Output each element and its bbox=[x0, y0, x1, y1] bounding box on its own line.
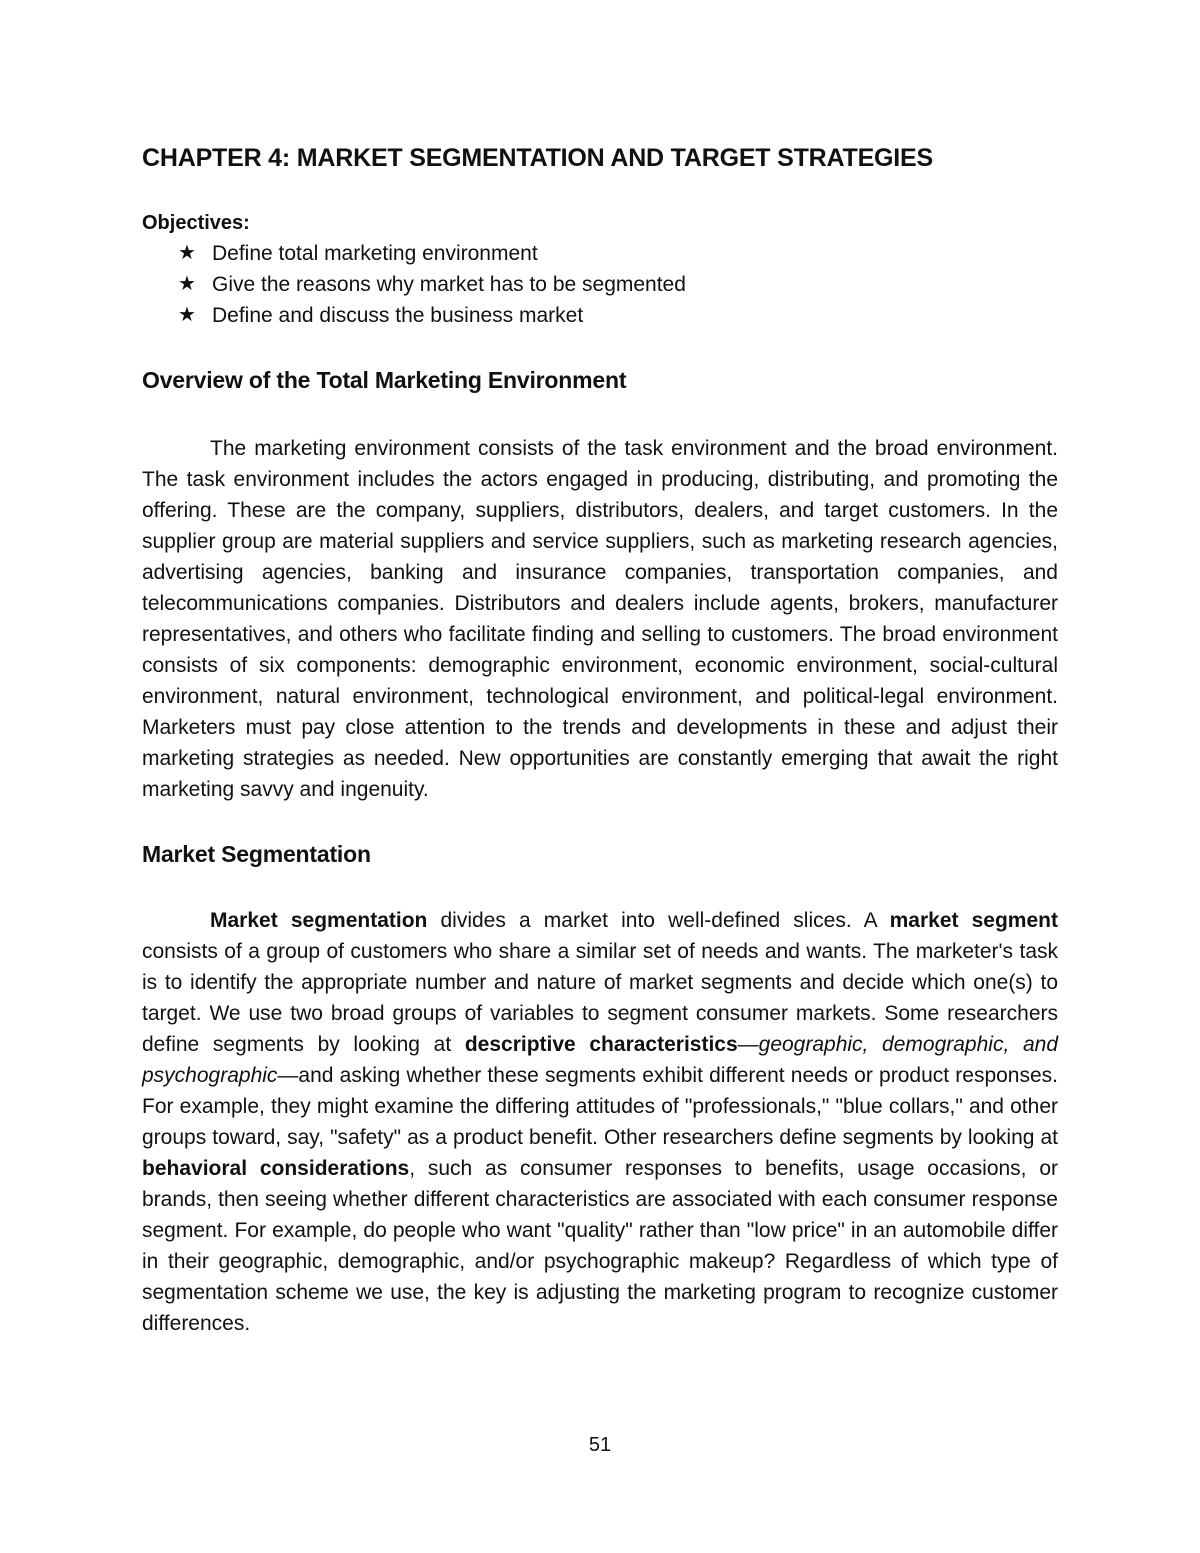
list-item bbox=[178, 300, 1058, 331]
document-page bbox=[142, 138, 1058, 1339]
star-icon: ★ bbox=[178, 304, 196, 326]
star-icon: ★ bbox=[178, 242, 196, 264]
overview-paragraph: The marketing environment consists of the task environment and the broad environment. The task environment includes the actors engaged in producing, distributing, and promoting the offering. These are the company, suppliers, distributors, dealers, and target customers. In the supplier group are material suppliers and service suppliers, such as marketing research agencies, advertising agencies, banking and insurance companies, transportation companies, and telecommunications companies. Distributors and dealers include agents, brokers, manufacturer representatives, and others who facilitate finding and selling to customers. The broad environment consists of six components: demographic environment, economic environment, social-cultural environment, natural environment, technological environment, and political-legal environment. Marketers must pay close attention to the trends and developments in these and adjust their marketing strategies as needed. New opportunities are constantly emerging that await the right marketing savvy and ingenuity. bbox=[142, 437, 1058, 801]
text-run: , such as consumer responses to benefits, usage occasions, or brands, then seeing whether different characteristics are associated with each consumer response segment. For example, do people who want "quality" rather than "low price" in an automobile differ in their geographic, demographic, and/or psychographic makeup? Regardless of which type of segmentation scheme we use, the key is adjusting the marketing program to recognize customer differences. bbox=[142, 1157, 1059, 1335]
bold-term: descriptive characteristics bbox=[464, 1033, 738, 1056]
objectives-list bbox=[142, 238, 1058, 331]
objective-text: Define and discuss the business market bbox=[212, 304, 584, 327]
section-heading-overview: Overview of the Total Marketing Environment bbox=[142, 367, 627, 393]
bold-term: market segment bbox=[889, 909, 1058, 932]
text-run: — bbox=[737, 1033, 759, 1056]
text-run: consists of a group of customers who share a similar set of needs and wants. The marketer's task is to identify the appropriate number and nature of market segments and decide which one(s) to target. We use two broad groups of variables to segment consumer markets. Some researchers define segments by looking at bbox=[142, 940, 1058, 1056]
bold-term: behavioral considerations bbox=[142, 1157, 410, 1180]
chapter-title: CHAPTER 4: MARKET SEGMENTATION AND TARGET STRATEGIES bbox=[142, 144, 933, 172]
objectives-label: Objectives: bbox=[142, 212, 250, 234]
text-run: —and asking whether these segments exhibit different needs or product responses. For example, they might examine the differing attitudes of "professionals," "blue collars," and other groups toward, say, "safety" as a product benefit. Other researchers define segments by looking at bbox=[142, 1064, 1058, 1149]
market-segmentation-paragraph bbox=[142, 905, 1058, 1339]
list-item bbox=[178, 238, 1058, 269]
star-icon: ★ bbox=[178, 273, 196, 295]
section-heading-market-segmentation: Market Segmentation bbox=[142, 841, 371, 867]
objective-text: Give the reasons why market has to be segmented bbox=[212, 273, 686, 296]
page-number: 51 bbox=[588, 1434, 612, 1456]
bold-term: Market segmentation bbox=[210, 909, 428, 932]
objective-text: Define total marketing environment bbox=[212, 242, 538, 265]
italic-term: geographic, demographic, and psychographic bbox=[142, 1033, 1058, 1087]
list-item bbox=[178, 269, 1058, 300]
text-run: divides a market into well-defined slices. A bbox=[427, 909, 890, 932]
